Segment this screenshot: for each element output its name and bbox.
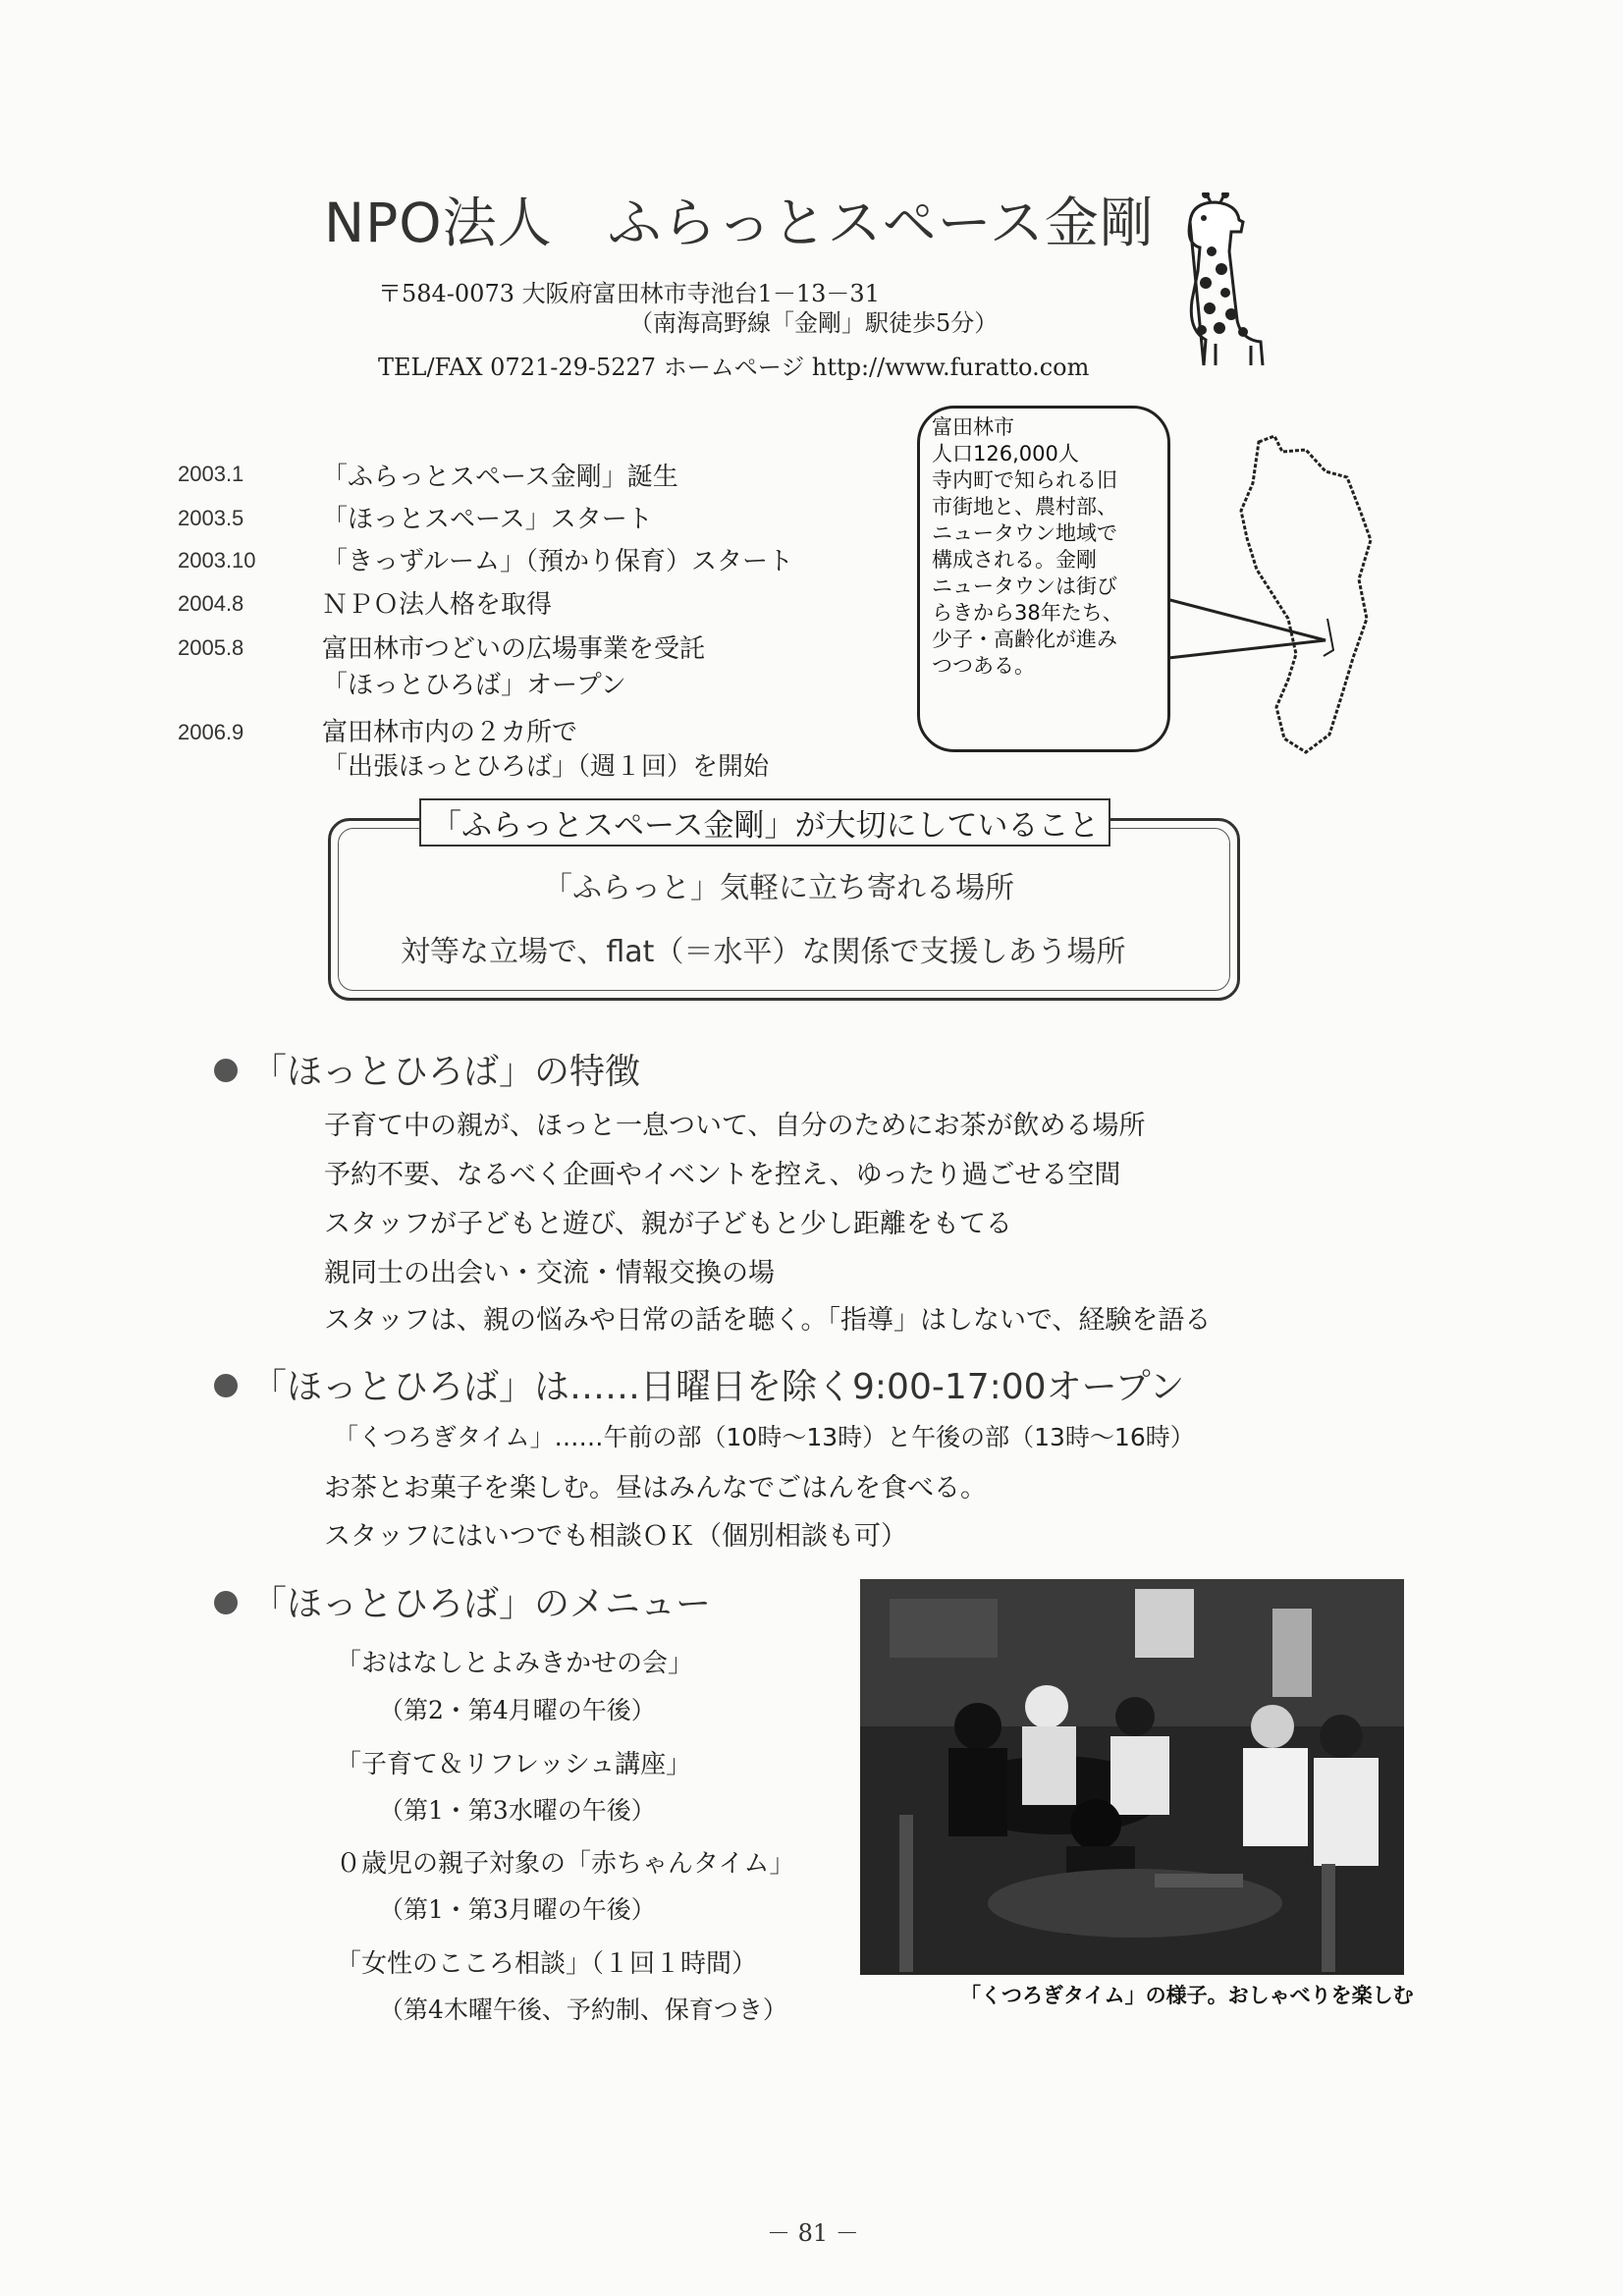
feature-item: 子育て中の親が、ほっと一息ついて、自分のためにお茶が飲める場所 — [324, 1111, 1146, 1141]
bullet-icon — [214, 1059, 238, 1082]
history-text: 「ふらっとスペース金剛」誕生 — [322, 463, 678, 492]
feature-item: 親同士の出会い・交流・情報交換の場 — [324, 1258, 775, 1288]
hours-item: スタッフにはいつでも相談ＯＫ（個別相談も可） — [324, 1521, 907, 1552]
menu-item-name: 「女性のこころ相談」（１回１時間） — [336, 1949, 758, 1979]
history-text: 「きっずルーム」（預かり保育）スタート — [322, 547, 793, 576]
menu-item-detail: （第4木曜午後、予約制、保育つき） — [379, 1995, 787, 2024]
history-year: 2003.10 — [178, 548, 256, 573]
section-heading-text: 「ほっとひろば」は……日曜日を除く9:00-17:00オープン — [251, 1367, 1185, 1407]
values-box-label: 「ふらっとスペース金剛」が大切にしていること — [419, 798, 1110, 847]
history-year: 2003.5 — [178, 506, 244, 530]
menu-item-name: 「子育て＆リフレッシュ講座」 — [336, 1750, 692, 1779]
city-info-bubble — [917, 406, 1170, 752]
address-line: 〒584-0073 大阪府富田林市寺池台1－13－31 — [378, 280, 880, 307]
access-line: （南海高野線「金剛」駅徒歩5分） — [629, 309, 999, 337]
history-year: 2004.8 — [178, 591, 244, 616]
contact-line: TEL/FAX 0721-29-5227 ホームページ http://www.furatto.com — [378, 354, 1090, 381]
bubble-line: 構成される。金剛 — [932, 548, 1097, 572]
bubble-line: 寺内町で知られる旧 — [932, 468, 1117, 492]
history-text: 富田林市つどいの広場事業を受託 — [322, 634, 706, 664]
section-heading-text: 「ほっとひろば」のメニュー — [251, 1584, 712, 1624]
history-text: 「ほっとスペース」スタート — [322, 505, 653, 534]
feature-item: スタッフが子どもと遊び、親が子どもと少し距離をもてる — [324, 1209, 1012, 1239]
history-text: 「ほっとひろば」オープン — [322, 671, 626, 700]
bubble-line: 市街地と、農村部、 — [932, 495, 1117, 519]
bullet-icon — [214, 1591, 238, 1614]
values-line: 「ふらっと」気軽に立ち寄れる場所 — [543, 871, 1014, 905]
bubble-line: ニュータウンは街び — [932, 574, 1117, 598]
menu-item-name: ０歳児の親子対象の「赤ちゃんタイム」 — [336, 1849, 795, 1879]
values-line: 対等な立場で、flat（＝水平）な関係で支援しあう場所 — [401, 935, 1126, 969]
history-text: 「出張ほっとひろば」（週１回）を開始 — [322, 752, 770, 782]
giraffe-illustration — [1182, 192, 1300, 369]
group-photo — [860, 1579, 1404, 1975]
section-heading-text: 「ほっとひろば」の特徴 — [251, 1052, 641, 1092]
osaka-map — [1159, 422, 1414, 756]
hours-item: 「くつろぎタイム」……午前の部（10時～13時）と午後の部（13時～16時） — [334, 1423, 1195, 1451]
bubble-line: ニュータウン地域で — [932, 521, 1117, 545]
section-heading — [214, 1359, 1184, 1409]
section-heading — [214, 1044, 640, 1094]
bullet-icon — [214, 1374, 238, 1397]
page-title: NPO法人 ふらっとスペース金剛 — [324, 191, 1155, 254]
page-number: － 81 － — [767, 2219, 859, 2247]
history-year: 2005.8 — [178, 635, 244, 660]
history-year: 2003.1 — [178, 462, 244, 486]
bubble-line: 富田林市 — [932, 415, 1014, 439]
feature-item: 予約不要、なるべく企画やイベントを控え、ゆったり過ごせる空間 — [324, 1160, 1121, 1190]
history-year: 2006.9 — [178, 720, 244, 744]
hours-item: お茶とお菓子を楽しむ。昼はみんなでごはんを食べる。 — [324, 1473, 987, 1503]
history-text: ＮＰＯ法人格を取得 — [322, 590, 553, 620]
menu-item-detail: （第1・第3月曜の午後） — [379, 1895, 656, 1924]
photo-caption: 「くつろぎタイム」の様子。おしゃべりを楽しむ — [960, 1984, 1414, 2007]
menu-item-detail: （第2・第4月曜の午後） — [379, 1696, 656, 1724]
section-heading — [214, 1576, 711, 1626]
menu-item-name: 「おはなしとよみきかせの会」 — [336, 1649, 694, 1678]
bubble-line: 少子・高齢化が進み — [932, 628, 1117, 651]
bubble-line: つつある。 — [932, 654, 1035, 678]
bubble-line: らきから38年たち、 — [932, 601, 1123, 625]
history-text: 富田林市内の２カ所で — [322, 718, 578, 747]
menu-item-detail: （第1・第3水曜の午後） — [379, 1796, 656, 1825]
bubble-line: 人口126,000人 — [932, 442, 1079, 465]
feature-item: スタッフは、親の悩みや日常の話を聴く。「指導」はしないで、経験を語る — [324, 1305, 1212, 1336]
